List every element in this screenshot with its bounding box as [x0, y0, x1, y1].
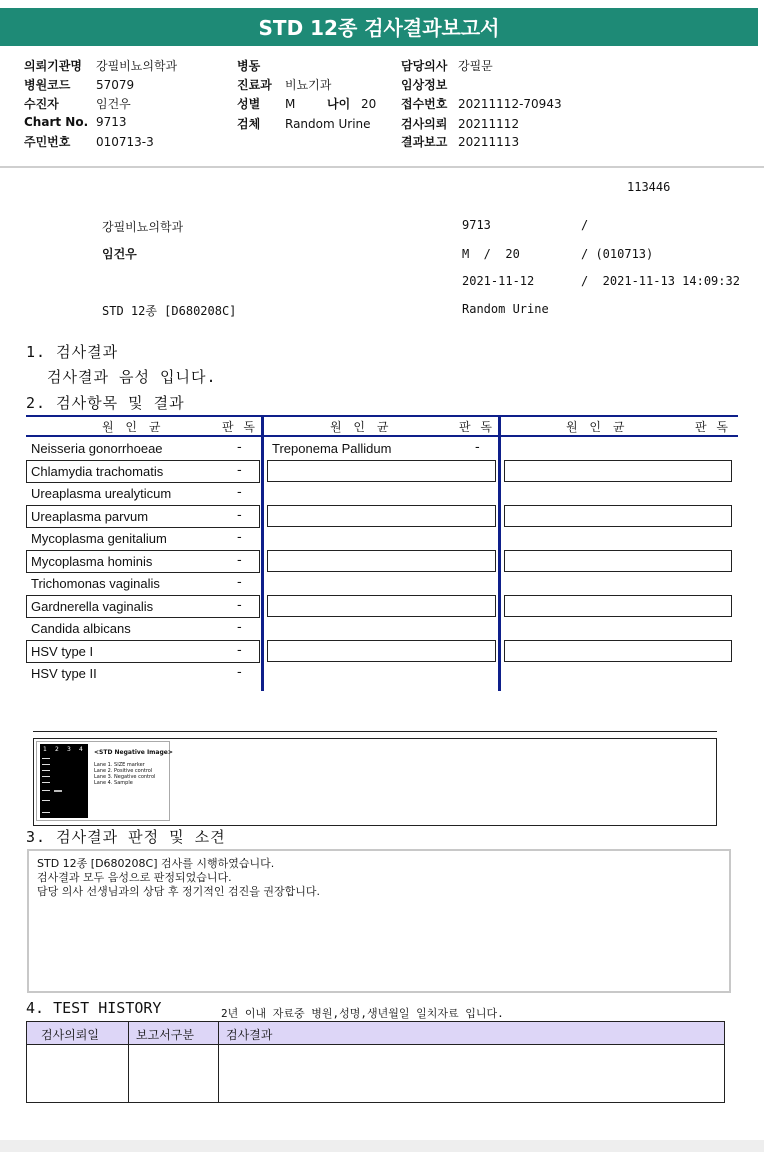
gel-title: <STD Negative Image> [94, 749, 173, 756]
organism-result: - [475, 440, 480, 455]
info-slash: / [581, 218, 589, 232]
col-header-result: 판 독 [459, 420, 495, 434]
header-label: 병원코드 [24, 78, 71, 92]
info-clinic: 강필비뇨의학과 [102, 220, 184, 234]
info-sex-age: M / 20 [462, 247, 520, 261]
header-value: 010713-3 [96, 135, 154, 149]
header-row [237, 76, 331, 93]
gel-band [42, 800, 50, 801]
header-row [24, 95, 131, 112]
history-header: 검사의뢰일 [41, 1028, 99, 1042]
section-rule [33, 731, 717, 732]
header-label: 담당의사 [401, 59, 448, 73]
header-label: 검사의뢰 [401, 117, 448, 131]
empty-row-box [267, 595, 496, 617]
header-label: 접수번호 [401, 97, 448, 111]
findings-line: 검사결과 모두 음성으로 판정되었습니다. [37, 871, 232, 884]
organism-name: Chlamydia trachomatis [31, 464, 164, 479]
organism-name: HSV type II [31, 666, 97, 681]
age-label: 나이 [327, 97, 351, 111]
info-report-datetime: / 2021-11-13 14:09:32 [581, 274, 740, 288]
gel-lane-label: 3 [67, 746, 71, 753]
organism-result: - [237, 463, 242, 478]
info-patient: 임건우 [102, 247, 137, 261]
gel-image [40, 744, 88, 818]
organism-result: - [237, 553, 242, 568]
history-header-row [27, 1022, 724, 1045]
organism-name: Trichomonas vaginalis [31, 576, 160, 591]
header-value: 20211112 [458, 117, 520, 131]
col-header-result: 판 독 [695, 420, 731, 434]
gel-legend-item: Lane 3. Negative control [94, 774, 156, 780]
organism-result: - [237, 575, 242, 590]
header-value: 20211112-70943 [458, 97, 562, 111]
empty-row-box [504, 640, 732, 662]
organism-result: - [237, 598, 242, 613]
age-value: 20 [361, 97, 377, 111]
organism-name: Neisseria gonorrhoeae [31, 441, 163, 456]
header-label: 수진자 [24, 97, 59, 111]
gel-band [42, 790, 50, 791]
report-code: 113446 [627, 180, 671, 194]
gel-lane-label: 2 [55, 746, 59, 753]
gel-band [42, 764, 50, 765]
organism-name: Ureaplasma parvum [31, 509, 149, 524]
table-divider [261, 415, 264, 691]
organism-name: Treponema Pallidum [272, 441, 392, 456]
organism-result: - [237, 643, 242, 658]
header-label: 결과보고 [401, 135, 448, 149]
header-row [237, 95, 376, 112]
header-row [401, 115, 519, 132]
table-head-rule [26, 435, 738, 437]
header-label: 임상정보 [401, 78, 448, 92]
col-header-organism: 원 인 균 [102, 420, 165, 434]
history-header: 검사결과 [226, 1028, 273, 1042]
col-header-organism: 원 인 균 [330, 420, 393, 434]
header-label: 성별 [237, 97, 261, 111]
gel-lane-label: 1 [43, 746, 47, 753]
organism-name: Mycoplasma hominis [31, 554, 153, 569]
organism-result: - [237, 665, 242, 680]
findings-box [27, 849, 731, 993]
organism-result: - [237, 530, 242, 545]
empty-row-box [504, 595, 732, 617]
organism-result: - [237, 508, 242, 523]
empty-row-box [267, 505, 496, 527]
header-value: 57079 [96, 78, 135, 92]
header-value: 강필비뇨의학과 [96, 59, 178, 73]
col-header-organism: 원 인 균 [566, 420, 629, 434]
header-value: 20211113 [458, 135, 520, 149]
header-row [401, 57, 493, 74]
gel-legend [94, 762, 155, 786]
header-value: 비뇨기과 [285, 78, 332, 92]
organism-name: HSV type I [31, 644, 94, 659]
header-value: 강필문 [458, 59, 493, 73]
gel-legend-item: Lane 2. Positive control [94, 768, 153, 774]
footer-bar [0, 1140, 764, 1152]
empty-row-box [504, 460, 732, 482]
header-value: Random Urine [285, 117, 371, 131]
gel-band [42, 812, 50, 813]
col-header-result: 판 독 [222, 420, 258, 434]
header-row [237, 115, 371, 132]
organism-name: Gardnerella vaginalis [31, 599, 154, 614]
organism-name: Mycoplasma genitalium [31, 531, 167, 546]
header-label: 진료과 [237, 78, 272, 92]
history-col-divider [128, 1022, 129, 1102]
section1-text: 검사결과 음성 입니다. [47, 368, 217, 386]
info-request-date: 2021-11-12 [462, 274, 535, 288]
header-value: 임건우 [96, 97, 131, 111]
gel-band [42, 758, 50, 759]
history-header: 보고서구분 [136, 1028, 194, 1042]
header-row [401, 76, 458, 93]
header-label: 검체 [237, 117, 261, 131]
history-table [26, 1021, 725, 1103]
table-top-rule [26, 415, 738, 417]
gel-band [54, 790, 62, 792]
section2-title: 2. 검사항목 및 결과 [26, 394, 185, 412]
findings-line: STD 12종 [D680208C] 검사를 시행하였습니다. [37, 857, 275, 870]
header-label: Chart No. [24, 115, 89, 129]
empty-row-box [504, 505, 732, 527]
header-row [24, 133, 154, 150]
history-note: 2년 이내 자료중 병원,성명,생년월일 일치자료 입니다. [221, 1007, 504, 1020]
header-row [401, 133, 519, 150]
info-specimen: Random Urine [462, 302, 549, 316]
gel-legend-item: Lane 4. Sample [94, 780, 133, 786]
empty-row-box [267, 460, 496, 482]
section3-title: 3. 검사결과 판정 및 소견 [26, 828, 226, 846]
findings-line: 담당 의사 선생님과의 상담 후 정기적인 검진을 권장합니다. [37, 885, 320, 898]
history-col-divider [218, 1022, 219, 1102]
gel-legend-item: Lane 1. SIZE marker [94, 762, 145, 768]
info-chart: 9713 [462, 218, 491, 232]
gel-band [42, 782, 50, 783]
header-row [237, 57, 285, 74]
report-title: STD 12종 검사결과보고서 [0, 8, 758, 46]
header-value: 9713 [96, 115, 127, 129]
gel-band [42, 770, 50, 771]
empty-row-box [504, 550, 732, 572]
header-label: 의뢰기관명 [24, 59, 82, 73]
organism-name: Candida albicans [31, 621, 131, 636]
header-row [24, 76, 134, 93]
empty-row-box [267, 640, 496, 662]
header-label: 주민번호 [24, 135, 71, 149]
empty-row-box [267, 550, 496, 572]
info-rrn: / (010713) [581, 247, 654, 261]
header-row [401, 95, 562, 112]
table-divider [498, 415, 501, 691]
organism-result: - [237, 485, 242, 500]
section4-title: 4. TEST HISTORY [26, 999, 162, 1017]
organism-result: - [237, 620, 242, 635]
organism-name: Ureaplasma urealyticum [31, 486, 172, 501]
gel-lane-label: 4 [79, 746, 83, 753]
header-row [24, 57, 177, 74]
header-label: 병동 [237, 59, 261, 73]
info-test-name: STD 12종 [D680208C] [102, 304, 237, 318]
organism-result: - [237, 440, 242, 455]
header-divider [0, 166, 764, 168]
section1-title: 1. 검사결과 [26, 343, 119, 361]
header-row [24, 115, 127, 129]
header-value: M [285, 97, 296, 111]
gel-band [42, 776, 50, 777]
